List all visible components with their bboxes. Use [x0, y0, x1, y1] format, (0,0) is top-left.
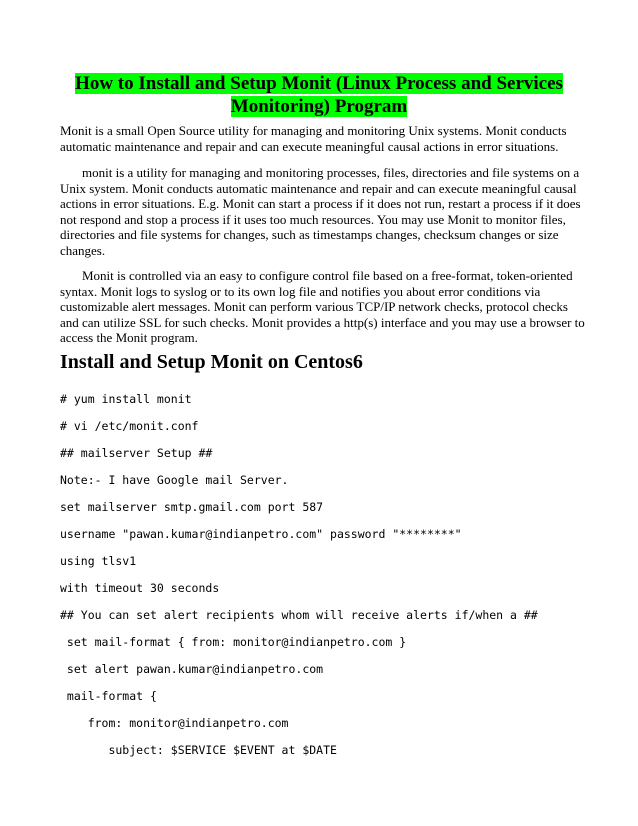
code-line: set mail-format { from: monitor@indianpetro.com } [60, 635, 407, 649]
code-line: set alert pawan.kumar@indianpetro.com [60, 662, 324, 676]
intro-paragraph: Monit is a small Open Source utility for managing and monitoring Unix systems. Monit conducts automatic maintenance and repair and can execute meaningful causal actions in error situations. [60, 123, 567, 154]
code-line: # vi /etc/monit.conf [60, 419, 199, 433]
control-file-paragraph: Monit is controlled via an easy to configure control file based on a free-format, token-oriented syntax. Monit logs to syslog or to its own log file and notifies you about error conditions via customizable alert messages. Monit can perform various TCP/IP network checks, protocol checks and can utilize SSL for such checks. Monit provides a http(s) interface and you may use a browser to access the Monit program. [60, 268, 585, 345]
code-line: from: monitor@indianpetro.com [60, 716, 289, 730]
description-paragraph: monit is a utility for managing and monitoring processes, files, directories and file systems on a Unix system. Monit conducts automatic maintenance and repair and can execute meaningful causal actions in error situations. E.g. Monit can start a process if it does not run, restart a process if it does not respond and stop a process if it uses too much resources. You may use Monit to monitor files, directories and file systems for changes, such as timestamps changes, checksum changes or size changes. [60, 165, 581, 258]
code-line: set mailserver smtp.gmail.com port 587 [60, 500, 324, 514]
code-line: username "pawan.kumar@indianpetro.com" password "********" [60, 527, 462, 541]
document-title [60, 72, 578, 118]
code-line: ## mailserver Setup ## [60, 446, 213, 460]
code-line: ## You can set alert recipients whom will receive alerts if/when a ## [60, 608, 538, 622]
code-line: mail-format { [60, 689, 157, 703]
code-line: using tlsv1 [60, 554, 137, 568]
code-line: # yum install monit [60, 392, 192, 406]
code-line: Note:- I have Google mail Server. [60, 473, 289, 487]
document-title-line-1: How to Install and Setup Monit (Linux Process and Services [75, 73, 563, 94]
document-title-line-2: Monitoring) Program [230, 96, 408, 117]
code-line: with timeout 30 seconds [60, 581, 220, 595]
code-line: subject: $SERVICE $EVENT at $DATE [60, 743, 337, 757]
section-heading: Install and Setup Monit on Centos6 [60, 351, 363, 373]
